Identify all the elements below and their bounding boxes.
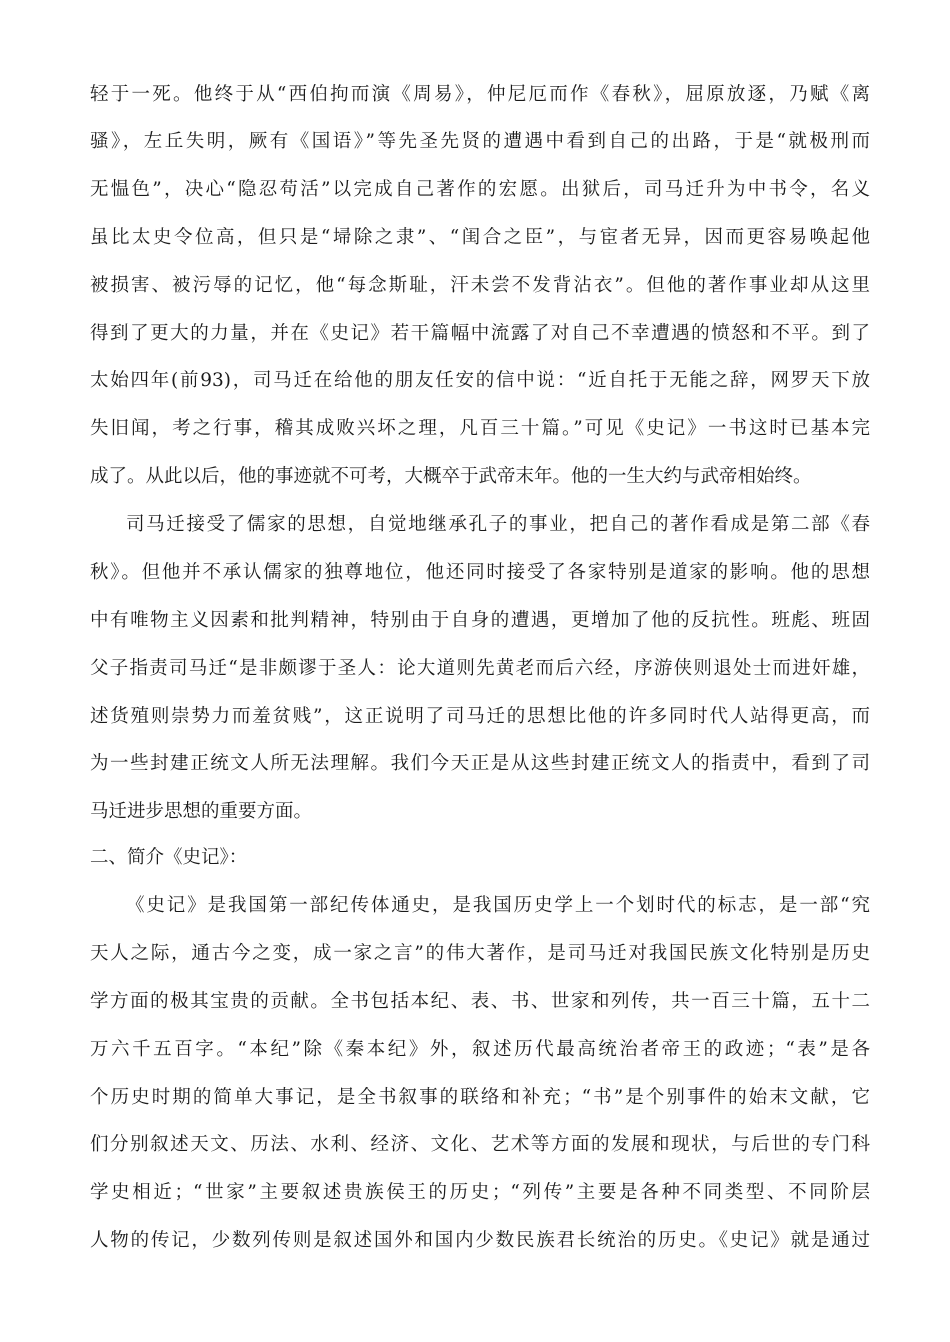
text-line: 人物的传记，少数列传则是叙述国外和国内少数民族君长统治的历史。《史记》就是通过 — [90, 1230, 870, 1251]
section-heading: 二、简介《史记》： — [90, 847, 248, 868]
text-line: 为一些封建正统文人所无法理解。我们今天正是从这些封建正统文人的指责中，看到了司 — [90, 753, 870, 774]
paragraph-first-line: 司马迁接受了儒家的思想，自觉地继承孔子的事业，把自己的著作看成是第二部《春 — [126, 514, 870, 535]
text-line: 成了。从此以后，他的事迹就不可考，大概卒于武帝末年。他的一生大约与武帝相始终。 — [90, 466, 812, 487]
text-line: 述货殖则崇势力而羞贫贱”，这正说明了司马迁的思想比他的许多同时代人站得更高，而 — [90, 706, 870, 727]
text-line: 虽比太史令位高，但只是“埽除之隶”、“闺合之臣”，与宦者无异，因而更容易唤起他 — [90, 227, 870, 248]
text-line: 马迁进步思想的重要方面。 — [90, 801, 313, 822]
text-line: 天人之际，通古今之变，成一家之言”的伟大著作，是司马迁对我国民族文化特别是历史 — [90, 943, 870, 964]
text-line: 秋》。但他并不承认儒家的独尊地位，他还同时接受了各家特别是道家的影响。他的思想 — [90, 562, 870, 583]
text-line: 骚》，左丘失明，厥有《国语》”等先圣先贤的遭遇中看到自己的出路，于是“就极刑而 — [90, 131, 870, 152]
text-line: 轻于一死。他终于从“西伯拘而演《周易》，仲尼厄而作《春秋》，屈原放逐，乃赋《离 — [90, 84, 870, 105]
text-line: 中有唯物主义因素和批判精神，特别由于自身的遭遇，更增加了他的反抗性。班彪、班固 — [90, 610, 870, 631]
text-line: 们分别叙述天文、历法、水利、经济、文化、艺术等方面的发展和现状，与后世的专门科 — [90, 1134, 870, 1155]
text-line: 学史相近；“世家”主要叙述贵族侯王的历史；“列传”主要是各种不同类型、不同阶层 — [90, 1182, 870, 1203]
text-line: 被损害、被污辱的记忆，他“每念斯耻，汗未尝不发背沾衣”。但他的著作事业却从这里 — [90, 275, 870, 296]
paragraph-first-line: 《史记》是我国第一部纪传体通史，是我国历史学上一个划时代的标志，是一部“究 — [126, 895, 870, 916]
text-line: 个历史时期的简单大事记，是全书叙事的联络和补充；“书”是个别事件的始末文献，它 — [90, 1087, 870, 1108]
text-line: 得到了更大的力量，并在《史记》若干篇幅中流露了对自己不幸遭遇的愤怒和不平。到了 — [90, 323, 870, 344]
text-line: 无愠色”，决心“隐忍苟活”以完成自己著作的宏愿。出狱后，司马迁升为中书令，名义 — [90, 179, 870, 200]
text-line: 万六千五百字。“本纪”除《秦本纪》外，叙述历代最高统治者帝王的政迹；“表”是各 — [90, 1039, 870, 1060]
text-line: 父子指责司马迁“是非颇谬于圣人：论大道则先黄老而后六经，序游侠则退处士而进奸雄， — [90, 658, 870, 679]
text-line: 太始四年(前93)，司马迁在给他的朋友任安的信中说：“近自托于无能之辞，网罗天下放 — [90, 370, 870, 391]
text-line: 学方面的极其宝贵的贡献。全书包括本纪、表、书、世家和列传，共一百三十篇，五十二 — [90, 991, 870, 1012]
text-line: 失旧闻，考之行事，稽其成败兴坏之理，凡百三十篇。”可见《史记》一书这时已基本完 — [90, 418, 870, 439]
